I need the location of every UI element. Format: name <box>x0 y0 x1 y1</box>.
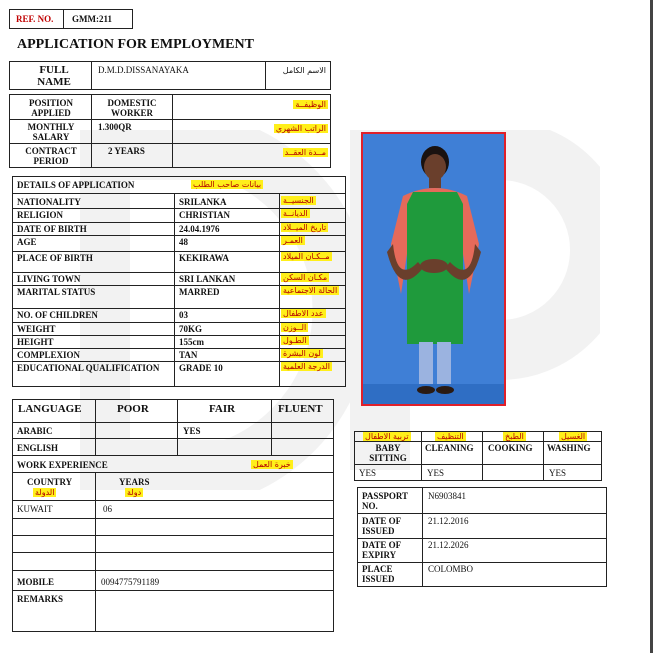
detail-ar: مكـان السكن <box>283 273 328 282</box>
mobile-label: MOBILE <box>17 577 55 587</box>
skill-ar-3: الغسيل <box>561 432 586 441</box>
detail-ar: الدرجة العلمية <box>283 362 330 371</box>
detail-ar: لون البشرة <box>283 349 321 358</box>
detail-label: PLACE OF BIRTH <box>17 253 93 263</box>
skill-ar-0: تربية الاطفال <box>365 432 409 441</box>
passport-value-0: N6903841 <box>428 491 466 501</box>
detail-ar: الــوزن <box>283 323 307 332</box>
detail-value: 70KG <box>179 324 203 334</box>
ref-label: REF. NO. <box>16 14 54 24</box>
lang-col-fluent: FLUENT <box>278 403 323 415</box>
detail-label: NO. OF CHILDREN <box>17 310 98 320</box>
detail-ar-wrap <box>281 273 341 282</box>
lang-col-poor: POOR <box>117 403 149 415</box>
detail-ar-wrap <box>281 209 341 218</box>
detail-value: GRADE 10 <box>179 363 223 373</box>
job-ar-0: الوظيفــة <box>295 100 326 109</box>
detail-value: 03 <box>179 310 188 320</box>
detail-ar: الديانــة <box>283 209 308 218</box>
detail-ar-wrap <box>281 309 341 318</box>
detail-value: 48 <box>179 237 188 247</box>
detail-ar: عدد الاطفال <box>283 309 324 318</box>
detail-ar: تاريخ الميــلاد <box>283 223 327 232</box>
skill-header-2: COOKING <box>488 443 533 453</box>
passport-label-1: DATE OF ISSUED <box>362 516 401 536</box>
passport-label-0: PASSPORT NO. <box>362 491 408 511</box>
detail-ar: العمـر <box>283 236 303 245</box>
exp-years-0: 06 <box>103 504 112 514</box>
job-value-2: 2 YEARS <box>108 146 145 156</box>
applicant-photo <box>361 132 506 406</box>
detail-ar-wrap <box>281 196 341 205</box>
detail-ar-wrap <box>281 236 341 245</box>
detail-ar-wrap <box>281 286 341 295</box>
lang-col-language: LANGUAGE <box>18 403 82 415</box>
job-ar-1: الراتب الشهري <box>275 124 326 133</box>
detail-ar-wrap <box>281 349 341 358</box>
detail-label: DATE OF BIRTH <box>17 224 87 234</box>
detail-label: COMPLEXION <box>17 350 80 360</box>
job-label-1: MONTHLY SALARY <box>27 122 75 142</box>
detail-ar-wrap <box>281 323 341 332</box>
detail-ar: الحالة الاجتماعية <box>283 286 338 295</box>
detail-label: RELIGION <box>17 210 64 220</box>
detail-label: EDUCATIONAL QUALIFICATION <box>17 363 160 373</box>
passport-value-3: COLOMBO <box>428 564 474 574</box>
skill-ar-2: الطبخ <box>505 432 524 441</box>
job-label-0: POSITION APPLIED <box>28 98 73 118</box>
detail-ar: مــكـان الميلاد <box>283 252 330 261</box>
exp-years-label: YEARS <box>119 477 150 487</box>
lang-row-arabic: ARABIC <box>17 426 53 436</box>
skills-table <box>354 431 602 481</box>
details-table <box>12 176 346 387</box>
passport-label-3: PLACE ISSUED <box>362 564 395 584</box>
skill-header-0: BABY SITTING <box>369 443 407 463</box>
full-name-ar: الاسم الكامل <box>282 66 326 75</box>
detail-ar-wrap <box>281 223 341 232</box>
detail-label: LIVING TOWN <box>17 274 81 284</box>
mobile-value: 0094775791189 <box>101 577 160 587</box>
remarks-label: REMARKS <box>17 594 64 604</box>
lang-row-english: ENGLISH <box>17 443 59 453</box>
exp-country-0: KUWAIT <box>17 504 53 514</box>
job-value-0: DOMESTIC WORKER <box>107 98 157 118</box>
detail-ar-wrap <box>281 252 341 261</box>
detail-label: AGE <box>17 237 37 247</box>
job-label-2: CONTRACT PERIOD <box>25 146 77 166</box>
details-header-ar: بيانات صاحب الطلب <box>193 180 262 189</box>
full-name-row <box>9 61 331 90</box>
skill-header-1: CLEANING <box>425 443 474 453</box>
detail-value: CHRISTIAN <box>179 210 231 220</box>
detail-label: MARITAL STATUS <box>17 287 96 297</box>
skill-value-0: YES <box>359 468 377 478</box>
ref-box <box>9 9 133 29</box>
detail-value: KEKIRAWA <box>179 253 230 263</box>
passport-value-2: 21.12.2026 <box>428 540 469 550</box>
detail-label: HEIGHT <box>17 337 54 347</box>
exp-years-ar: دولة <box>127 488 142 497</box>
detail-value: MARRED <box>179 287 220 297</box>
detail-value: 155cm <box>179 337 204 347</box>
detail-label: NATIONALITY <box>17 197 81 207</box>
detail-value: SRILANKA <box>179 197 227 207</box>
detail-value: SRI LANKAN <box>179 274 236 284</box>
job-table <box>9 94 331 168</box>
job-ar-2: مــدة العقــد <box>284 148 326 157</box>
detail-ar: الجنسيــة <box>283 196 314 205</box>
ref-value: GMM:211 <box>72 14 112 24</box>
detail-ar: الطـول <box>283 336 307 345</box>
passport-table <box>357 487 607 587</box>
lang-col-fair: FAIR <box>209 403 236 415</box>
skill-value-3: YES <box>549 468 567 478</box>
exp-country-ar: الدولة <box>35 488 55 497</box>
passport-label-2: DATE OF EXPIRY <box>362 540 401 560</box>
person-figure <box>363 134 504 404</box>
job-value-1: 1.300QR <box>98 122 132 132</box>
detail-label: WEIGHT <box>17 324 56 334</box>
language-table <box>12 399 334 632</box>
detail-ar-wrap <box>281 362 341 371</box>
skill-value-1: YES <box>427 468 445 478</box>
details-header: DETAILS OF APPLICATION <box>17 180 135 190</box>
work-experience-ar: خبرة العمل <box>253 460 291 469</box>
detail-value: TAN <box>179 350 198 360</box>
passport-value-1: 21.12.2016 <box>428 516 469 526</box>
skill-ar-1: التنظيف <box>437 432 464 441</box>
full-name-value: D.M.D.DISSANAYAKA <box>98 65 189 75</box>
page-title: APPLICATION FOR EMPLOYMENT <box>17 37 254 52</box>
detail-value: 24.04.1976 <box>179 224 220 234</box>
lang-arabic-fair: YES <box>183 426 201 436</box>
detail-ar-wrap <box>281 336 341 345</box>
work-experience-label: WORK EXPERIENCE <box>17 460 108 470</box>
exp-country-label: COUNTRY <box>27 477 73 487</box>
skill-header-3: WASHING <box>547 443 591 453</box>
full-name-label: FULL NAME <box>37 64 71 88</box>
